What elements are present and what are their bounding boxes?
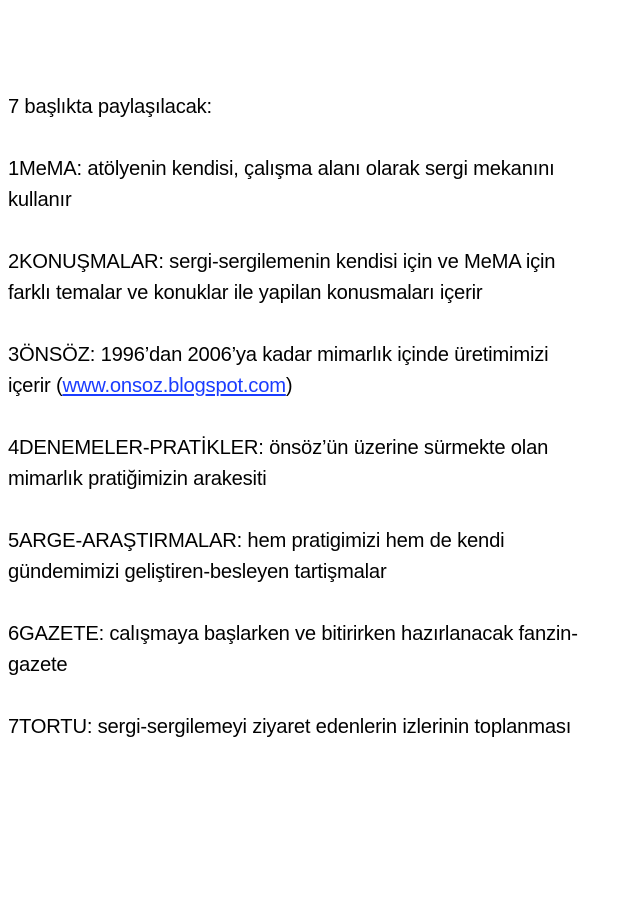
list-item-line: gündemimizi geliştiren-besleyen tartişmalar [8, 561, 387, 583]
list-item-konusmalar [8, 247, 628, 309]
list-item-line: kullanır [8, 189, 72, 211]
list-item-mema [8, 154, 628, 216]
document-body [8, 92, 628, 774]
list-item-line: 2KONUŞMALAR: sergi-sergilemenin kendisi için ve MeMA için [8, 251, 556, 273]
list-item-line: gazete [8, 654, 68, 676]
list-item-line: mimarlık pratiğimizin arakesiti [8, 468, 267, 490]
list-item-tortu [8, 712, 628, 743]
list-item-denemeler [8, 433, 628, 495]
list-item-arge [8, 526, 628, 588]
list-item-gazete [8, 619, 628, 681]
line-prefix: içerir ( [8, 375, 63, 397]
line-suffix: ) [285, 375, 293, 397]
list-item-line: farklı temalar ve konuklar ile yapilan konusmaları içerir [8, 282, 483, 304]
list-item-line: 1MeMA: atölyenin kendisi, çalışma alanı olarak sergi mekanını [8, 158, 555, 180]
list-item-line: 7TORTU: sergi-sergilemeyi ziyaret edenlerin izlerinin toplanması [8, 716, 572, 738]
list-item-onsoz [8, 340, 628, 402]
list-item-line [8, 371, 628, 402]
list-item-line: 3ÖNSÖZ: 1996’dan 2006’ya kadar mimarlık içinde üretimimizi [8, 344, 549, 366]
list-item-line: 5ARGE-ARAŞTIRMALAR: hem pratigimizi hem de kendi [8, 530, 505, 552]
list-item-line: 4DENEMELER-PRATİKLER: önsöz’ün üzerine sürmekte olan [8, 437, 549, 459]
intro-text: 7 başlıkta paylaşılacak: [8, 96, 212, 118]
onsoz-blog-link[interactable]: www.onsoz.blogspot.com [62, 375, 286, 397]
list-item-line: 6GAZETE: calışmaya başlarken ve bitirirken hazırlanacak fanzin- [8, 623, 578, 645]
